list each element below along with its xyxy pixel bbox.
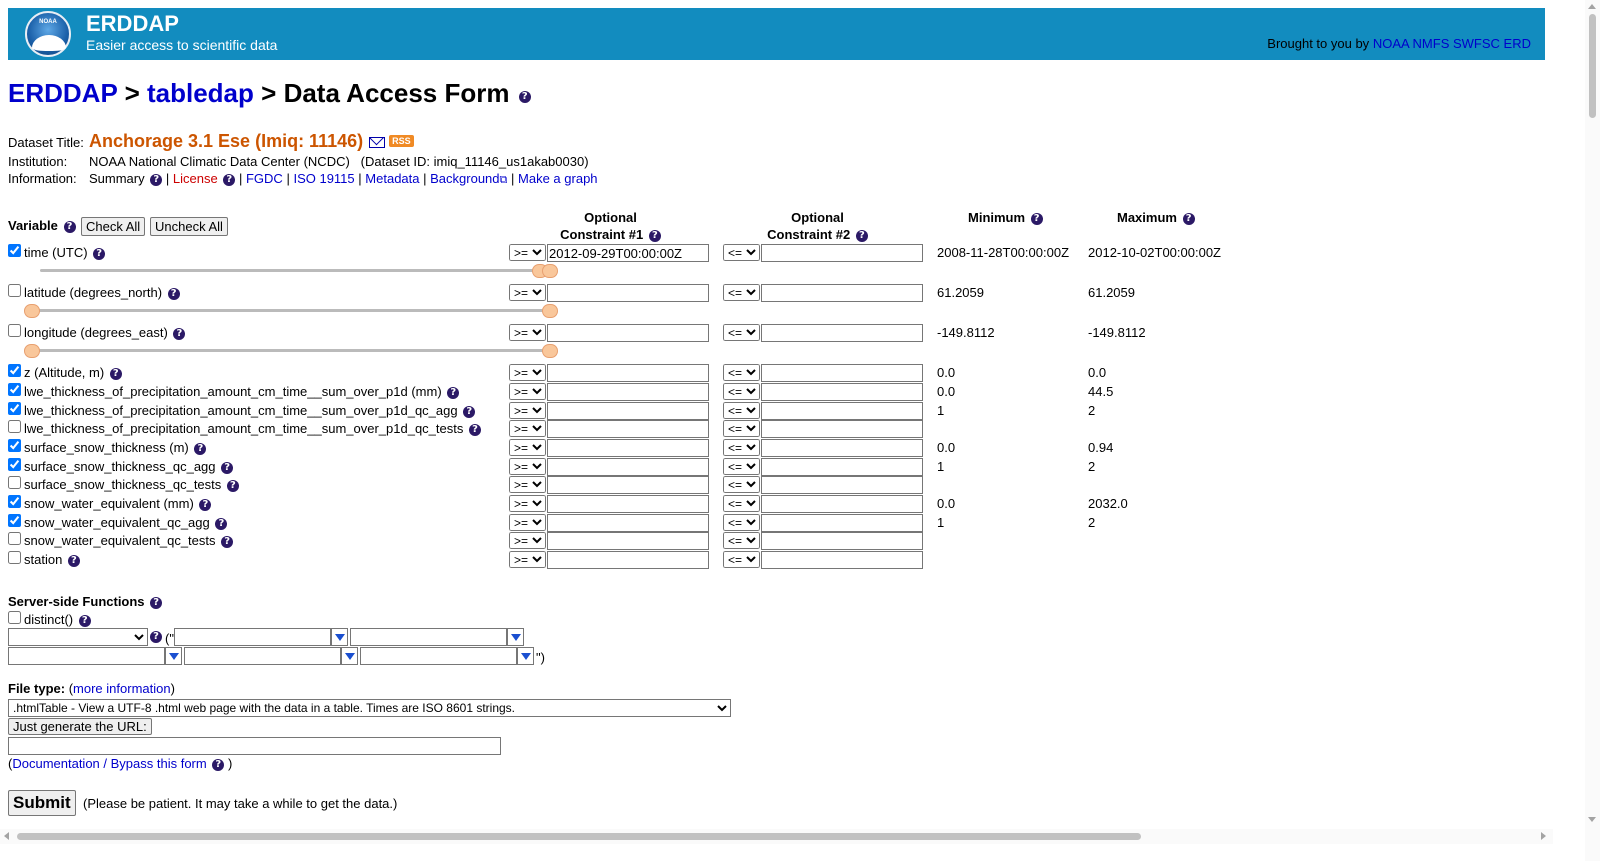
constraint1-operator[interactable] — [509, 551, 546, 568]
submit-button[interactable]: Submit — [8, 790, 76, 816]
link-separator: | — [286, 171, 290, 186]
constraint2-input[interactable] — [761, 551, 923, 569]
variable-help-icon[interactable]: ? — [93, 248, 105, 260]
information-row — [8, 171, 598, 187]
background-link[interactable]: Background — [430, 171, 500, 186]
variable-row — [0, 495, 1400, 513]
scroll-left-icon[interactable] — [4, 832, 9, 840]
horizontal-scrollbar[interactable] — [0, 829, 1553, 844]
variable-label-wrap — [24, 496, 211, 511]
variable-name: longitude (degrees_east) — [24, 325, 168, 340]
slider-track — [40, 269, 550, 272]
variable-minimum: 0.0 — [937, 496, 956, 511]
constraint1-input[interactable] — [547, 402, 709, 420]
function-arg4-input[interactable] — [184, 647, 341, 665]
open-paren: (" — [165, 631, 174, 646]
constraint1-input[interactable] — [547, 476, 709, 494]
variable-checkbox[interactable] — [8, 458, 21, 471]
variable-maximum: 0.94 — [1088, 440, 1114, 455]
constraint1-header — [548, 209, 673, 243]
institution-row — [8, 154, 589, 169]
constraint1-input[interactable] — [547, 383, 709, 401]
slider-high-handle[interactable] — [542, 344, 558, 358]
function-select[interactable] — [8, 628, 148, 646]
arg4-dropdown-button[interactable] — [341, 647, 358, 665]
logo-text: NOAA — [39, 19, 57, 25]
dataset-title-row — [8, 131, 414, 152]
constraint1-input[interactable] — [547, 439, 709, 457]
email-icon[interactable] — [369, 137, 385, 148]
institution-value: NOAA National Climatic Data Center (NCDC) — [89, 154, 350, 169]
variable-label-wrap — [24, 440, 206, 455]
variable-maximum: 2 — [1088, 403, 1096, 418]
noaa-logo[interactable] — [25, 11, 71, 57]
variable-name: time (UTC) — [24, 245, 88, 260]
variable-row — [0, 551, 1400, 569]
longitude-range-slider[interactable] — [24, 344, 558, 358]
constraint1-input[interactable] — [547, 324, 709, 342]
variable-help-icon[interactable]: ? — [215, 518, 227, 530]
variable-help-icon[interactable]: ? — [199, 499, 211, 511]
variable-header — [8, 218, 76, 233]
documentation-link[interactable]: Documentation / Bypass this form — [12, 756, 207, 771]
variable-name: lwe_thickness_of_precipitation_amount_cm_time__sum_over_p1d (mm) — [24, 384, 442, 399]
variable-minimum: 2008-11-28T00:00:00Z — [937, 245, 1070, 260]
constraint1-input[interactable] — [547, 420, 709, 438]
variable-label-wrap — [24, 403, 475, 418]
constraint1-input[interactable] — [547, 532, 709, 550]
slider-high-handle[interactable] — [542, 304, 558, 318]
more-info-close: ) — [170, 681, 175, 696]
maximum-header-label: Maximum — [1117, 210, 1177, 225]
variable-name: snow_water_equivalent_qc_agg — [24, 515, 210, 530]
iso-link[interactable]: ISO 19115 — [293, 171, 355, 186]
time-range-slider[interactable] — [24, 264, 558, 278]
distinct-checkbox[interactable] — [8, 611, 21, 624]
link-separator: | — [511, 171, 515, 186]
variable-minimum: 1 — [937, 515, 945, 530]
variable-row — [0, 420, 1400, 438]
breadcrumb-tabledap[interactable]: tabledap — [146, 78, 254, 108]
constraint1-operator[interactable] — [509, 364, 546, 381]
function-arg5-input[interactable] — [360, 647, 517, 665]
constraint2-operator[interactable] — [723, 532, 760, 549]
variable-help-icon[interactable]: ? — [469, 424, 481, 436]
file-type-row — [8, 681, 175, 696]
variable-checkbox[interactable] — [8, 383, 21, 396]
variable-maximum: -149.8112 — [1088, 325, 1146, 340]
horizontal-scroll-thumb[interactable] — [17, 833, 1141, 840]
constraint1-operator[interactable] — [509, 244, 546, 261]
function-arg1-input[interactable] — [174, 628, 331, 646]
credit-prefix: Brought to you by — [1267, 36, 1370, 51]
variable-row — [0, 458, 1400, 476]
constraint1-input[interactable] — [547, 284, 709, 302]
constraint2-input[interactable] — [761, 439, 923, 457]
constraint2-input[interactable] — [761, 324, 923, 342]
variable-row — [0, 244, 1400, 262]
minimum-header — [968, 209, 1043, 226]
slider-high-handle[interactable] — [542, 264, 558, 278]
constraint1-help-icon[interactable]: ? — [649, 230, 661, 242]
variable-label-wrap — [24, 552, 80, 567]
constraint1-operator[interactable] — [509, 514, 546, 531]
variable-label-wrap — [24, 515, 227, 530]
function-help-icon[interactable]: ? — [150, 631, 162, 643]
information-label: Information: — [8, 171, 77, 186]
summary-help-icon[interactable]: ? — [150, 174, 162, 186]
variable-label-wrap — [24, 477, 239, 492]
breadcrumb-separator: > — [124, 78, 140, 108]
variable-help-icon[interactable]: ? — [447, 387, 459, 399]
distinct-label: distinct() — [24, 612, 74, 627]
constraint2-input[interactable] — [761, 402, 923, 420]
link-separator: | — [423, 171, 427, 186]
constraint2-operator[interactable] — [723, 551, 760, 568]
variable-row — [0, 324, 1400, 342]
variable-checkbox[interactable] — [8, 476, 21, 489]
variable-maximum: 0.0 — [1088, 365, 1107, 380]
slider-track — [24, 309, 550, 312]
variable-name: surface_snow_thickness_qc_tests — [24, 477, 222, 492]
variable-help-icon[interactable]: ? — [221, 536, 233, 548]
credit-link[interactable]: NOAA NMFS SWFSC ERD — [1372, 36, 1531, 51]
variable-checkbox[interactable] — [8, 402, 21, 415]
variable-name: surface_snow_thickness (m) — [24, 440, 189, 455]
variable-checkbox[interactable] — [8, 324, 21, 337]
make-graph-link[interactable]: Make a graph — [518, 171, 598, 186]
variable-name: lwe_thickness_of_precipitation_amount_cm_time__sum_over_p1d_qc_tests — [24, 421, 464, 436]
constraint2-input[interactable] — [761, 514, 923, 532]
breadcrumb-separator: > — [261, 78, 277, 108]
dataset-id: (Dataset ID: imiq_11146_us1akab0030) — [360, 154, 589, 169]
app-name: ERDDAP — [86, 11, 179, 36]
constraint1-input[interactable] — [547, 514, 709, 532]
constraint2-operator[interactable] — [723, 476, 760, 493]
variable-help-icon[interactable]: ? — [168, 288, 180, 300]
variable-maximum: 2 — [1088, 459, 1096, 474]
variable-name: latitude (degrees_north) — [24, 285, 163, 300]
scroll-down-icon[interactable] — [1588, 817, 1596, 822]
vertical-scroll-thumb[interactable] — [1589, 14, 1596, 118]
constraint2-header-line1: Optional — [791, 210, 844, 225]
constraint1-operator[interactable] — [509, 532, 546, 549]
variable-row — [0, 514, 1400, 532]
variable-label-wrap — [24, 365, 122, 380]
variable-name: snow_water_equivalent_qc_tests — [24, 533, 216, 548]
minimum-header-label: Minimum — [968, 210, 1026, 225]
variable-help-icon[interactable]: ? — [64, 221, 76, 233]
variable-maximum: 2032.0 — [1088, 496, 1128, 511]
variable-minimum: 1 — [937, 459, 945, 474]
documentation-row — [8, 756, 232, 771]
constraint2-input[interactable] — [761, 420, 923, 438]
arg1-dropdown-button[interactable] — [331, 628, 348, 646]
maximum-help-icon[interactable]: ? — [1183, 213, 1195, 225]
constraint2-operator[interactable] — [723, 324, 760, 341]
variable-help-icon[interactable]: ? — [173, 328, 185, 340]
variable-help-icon[interactable]: ? — [110, 368, 122, 380]
header-banner — [8, 8, 1545, 60]
variable-maximum: 2012-10-02T00:00:00Z — [1088, 245, 1221, 260]
variable-label-wrap — [24, 245, 105, 260]
constraint1-operator[interactable] — [509, 495, 546, 512]
variable-help-icon[interactable]: ? — [68, 555, 80, 567]
constraint2-operator[interactable] — [723, 244, 760, 261]
constraint1-operator[interactable] — [509, 383, 546, 400]
rss-icon[interactable]: RSS — [389, 135, 414, 147]
constraint1-input[interactable] — [547, 458, 709, 476]
constraint1-operator[interactable] — [509, 420, 546, 437]
variable-help-icon[interactable]: ? — [194, 443, 206, 455]
help-icon[interactable]: ? — [519, 91, 531, 103]
constraint2-header — [755, 209, 880, 243]
server-side-functions-label: Server-side Functions — [8, 594, 145, 609]
variable-help-icon[interactable]: ? — [227, 480, 239, 492]
constraint2-operator[interactable] — [723, 495, 760, 512]
function-arg2-input[interactable] — [350, 628, 507, 646]
variable-label-wrap — [24, 384, 459, 399]
constraint2-operator[interactable] — [723, 284, 760, 301]
constraint2-input[interactable] — [761, 383, 923, 401]
dataset-title: Anchorage 3.1 Ese (Imiq: 11146) — [89, 131, 364, 151]
constraint2-header-line2: Constraint #2 — [767, 227, 851, 242]
close-paren: ") — [536, 650, 545, 665]
variable-checkbox[interactable] — [8, 420, 21, 433]
constraint2-operator[interactable] — [723, 364, 760, 381]
constraint2-input[interactable] — [761, 458, 923, 476]
constraint2-operator[interactable] — [723, 458, 760, 475]
variable-row — [0, 383, 1400, 401]
constraint1-operator[interactable] — [509, 402, 546, 419]
constraint2-input[interactable] — [761, 284, 923, 302]
maximum-header — [1117, 209, 1195, 226]
variable-maximum: 61.2059 — [1088, 285, 1135, 300]
variable-label-wrap — [24, 285, 180, 300]
slider-low-handle[interactable] — [24, 304, 40, 318]
variable-name: lwe_thickness_of_precipitation_amount_cm_time__sum_over_p1d_qc_agg — [24, 403, 458, 418]
external-link-icon: ⧉ — [499, 174, 508, 186]
variable-maximum: 2 — [1088, 515, 1096, 530]
variable-minimum: 61.2059 — [937, 285, 984, 300]
file-type-select[interactable] — [8, 699, 731, 717]
doc-open: ( — [8, 756, 13, 771]
server-side-help-icon[interactable]: ? — [150, 597, 162, 609]
constraint2-input[interactable] — [761, 244, 923, 262]
variable-checkbox[interactable] — [8, 284, 21, 297]
variable-label-wrap — [24, 421, 481, 436]
constraint2-operator[interactable] — [723, 402, 760, 419]
constraint1-operator[interactable] — [509, 324, 546, 341]
variable-checkbox[interactable] — [8, 439, 21, 452]
variable-name: snow_water_equivalent (mm) — [24, 496, 194, 511]
constraint2-operator[interactable] — [723, 439, 760, 456]
arg3-dropdown-button[interactable] — [165, 647, 182, 665]
variable-row — [0, 364, 1400, 382]
variable-name: surface_snow_thickness_qc_agg — [24, 459, 216, 474]
constraint2-input[interactable] — [761, 476, 923, 494]
app-tagline: Easier access to scientific data — [86, 37, 278, 53]
metadata-link[interactable]: Metadata — [365, 171, 420, 186]
variable-name: z (Altitude, m) — [24, 365, 105, 380]
variable-row — [0, 532, 1400, 550]
link-separator: | — [238, 171, 243, 186]
constraint1-operator[interactable] — [509, 476, 546, 493]
more-information-link[interactable]: more information — [73, 681, 171, 696]
credit — [1267, 36, 1531, 51]
scroll-right-icon[interactable] — [1541, 832, 1546, 840]
constraint2-input[interactable] — [761, 495, 923, 513]
variable-checkbox[interactable] — [8, 364, 21, 377]
more-info-open: ( — [68, 681, 74, 696]
constraint1-input[interactable] — [547, 551, 709, 569]
constraint2-input[interactable] — [761, 532, 923, 550]
slider-low-handle[interactable] — [24, 344, 40, 358]
variable-checkbox[interactable] — [8, 495, 21, 508]
variable-help-icon[interactable]: ? — [463, 406, 475, 418]
submit-note: (Please be patient. It may take a while to get the data.) — [83, 796, 398, 811]
constraint2-help-icon[interactable]: ? — [856, 230, 868, 242]
arg5-dropdown-button[interactable] — [517, 647, 534, 665]
constraint1-input[interactable] — [547, 364, 709, 382]
latitude-range-slider[interactable] — [24, 304, 558, 318]
breadcrumb-erddap[interactable]: ERDDAP — [8, 78, 118, 108]
variable-header-label: Variable — [8, 218, 58, 233]
generate-url-button[interactable]: Just generate the URL: — [8, 718, 152, 735]
variable-minimum: 0.0 — [937, 440, 956, 455]
function-arg3-input[interactable] — [8, 647, 165, 665]
license-link[interactable]: License — [172, 171, 218, 186]
license-help-icon[interactable]: ? — [223, 174, 235, 186]
server-side-functions-title — [8, 594, 162, 609]
variable-checkbox[interactable] — [8, 532, 21, 545]
vertical-scrollbar[interactable] — [1585, 0, 1600, 861]
distinct-label-row — [24, 612, 91, 627]
check-all-button[interactable]: Check All — [81, 217, 145, 236]
variable-minimum: 1 — [937, 403, 945, 418]
variable-label-wrap — [24, 325, 185, 340]
constraint1-operator[interactable] — [509, 284, 546, 301]
variable-label-wrap — [24, 533, 233, 548]
variable-maximum: 44.5 — [1088, 384, 1114, 399]
variable-checkbox[interactable] — [8, 244, 21, 257]
distinct-help-icon[interactable]: ? — [79, 615, 91, 627]
minimum-help-icon[interactable]: ? — [1031, 213, 1043, 225]
variable-row — [0, 402, 1400, 420]
page-title: Data Access Form — [283, 78, 510, 108]
constraint1-operator[interactable] — [509, 439, 546, 456]
breadcrumb — [8, 78, 531, 109]
logo-bird-icon — [32, 35, 66, 51]
constraint1-input[interactable] — [547, 495, 709, 513]
uncheck-all-button[interactable]: Uncheck All — [150, 217, 228, 236]
variable-row — [0, 439, 1400, 457]
variable-minimum: 0.0 — [937, 365, 956, 380]
variable-row — [0, 284, 1400, 302]
constraint1-operator[interactable] — [509, 458, 546, 475]
variable-minimum: -149.8112 — [937, 325, 995, 340]
variable-checkbox[interactable] — [8, 514, 21, 527]
constraint2-operator[interactable] — [723, 514, 760, 531]
doc-close: ) — [227, 756, 233, 771]
slider-track — [24, 349, 550, 352]
institution-label: Institution: — [8, 154, 68, 169]
fgdc-link[interactable]: FGDC — [245, 171, 283, 186]
constraint1-header-line1: Optional — [584, 210, 637, 225]
file-type-label: File type: — [8, 681, 66, 696]
dataset-title-label: Dataset Title: — [8, 135, 84, 150]
generated-url-field[interactable] — [8, 737, 501, 755]
summary-text: Summary — [89, 171, 145, 186]
link-separator: | — [165, 171, 170, 186]
constraint2-input[interactable] — [761, 364, 923, 382]
variable-checkbox[interactable] — [8, 551, 21, 564]
link-separator: | — [358, 171, 362, 186]
variable-minimum: 0.0 — [937, 384, 956, 399]
scroll-up-icon[interactable] — [1588, 4, 1596, 9]
constraint1-header-line2: Constraint #1 — [560, 227, 644, 242]
variable-row — [0, 476, 1400, 494]
arg2-dropdown-button[interactable] — [507, 628, 524, 646]
variable-name: station — [24, 552, 63, 567]
constraint2-operator[interactable] — [723, 420, 760, 437]
constraint2-operator[interactable] — [723, 383, 760, 400]
variable-help-icon[interactable]: ? — [221, 462, 233, 474]
documentation-help-icon[interactable]: ? — [212, 759, 224, 771]
variable-label-wrap — [24, 459, 233, 474]
constraint1-input[interactable] — [547, 244, 709, 262]
